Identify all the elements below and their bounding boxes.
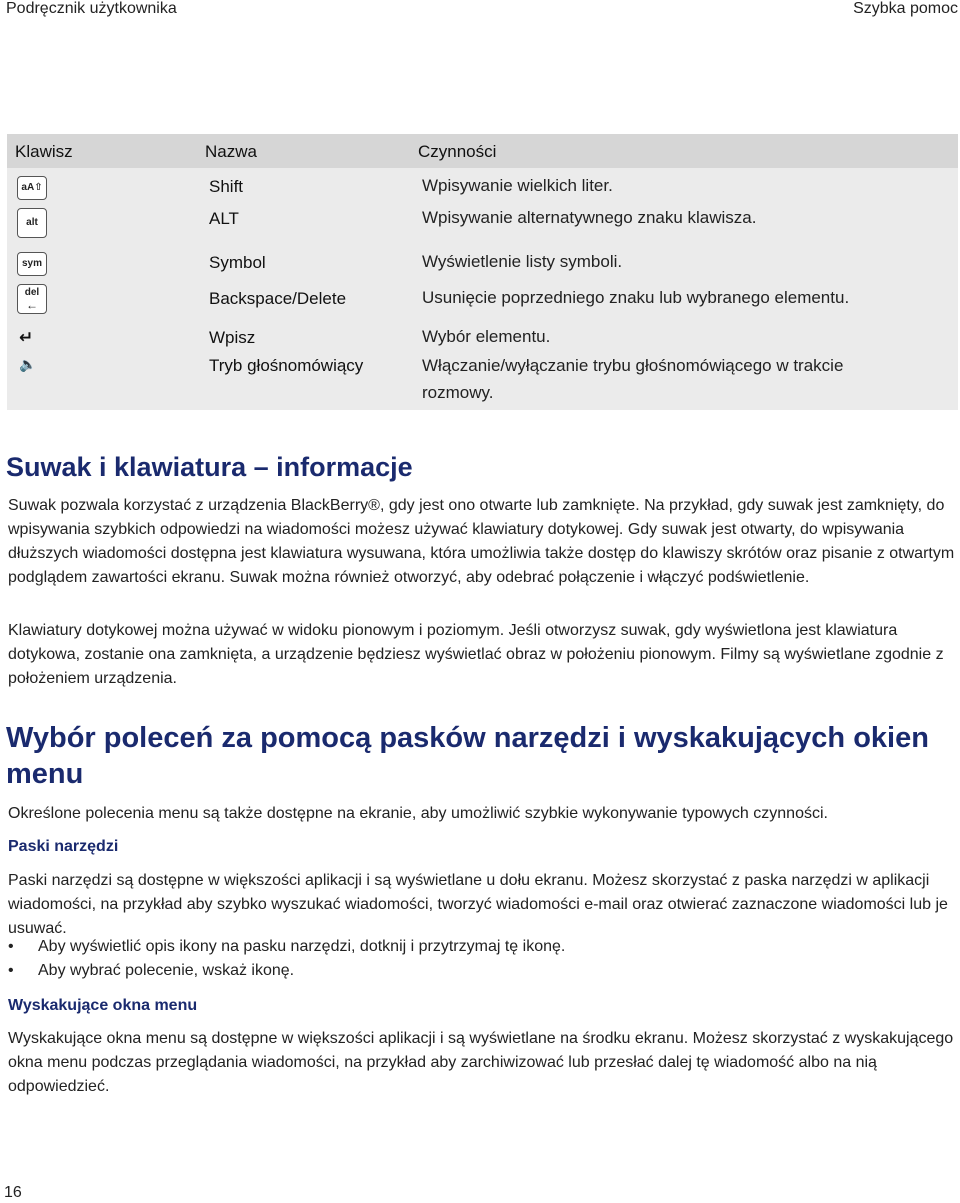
paragraph-slider-2: Klawiatury dotykowej można używać w widoku pionowym i poziomym. Jeśli otworzysz suwak, gdy wyświetlona jest klawiatura dotykowa, zostanie ona zamknięta, a urządzenie będziesz wyświetlać obraz w położeniu pionowym. Filmy są wyświetlane zgodnie z położeniem urządzenia. — [8, 622, 944, 687]
key-name: ALT — [209, 209, 239, 228]
key-action: Wyświetlenie listy symboli. — [422, 252, 623, 271]
subheading-toolbars: Paski narzędzi — [8, 838, 119, 855]
keys-table — [7, 134, 958, 410]
col-header-action: Czynności — [418, 142, 497, 161]
paragraph-toolbars: Paski narzędzi są dostępne w większości aplikacji i są wyświetlane u dołu ekranu. Możesz skorzystać z paska narzędzi w aplikacji wiadomości, na przykład aby szybko wyszukać wiadomości, tworzyć wiadomości e-mail oraz otwierać zaznaczone wiadomości lub je usuwać. — [8, 872, 948, 937]
backspace-arrow-icon: ← — [26, 298, 38, 312]
key-name: Backspace/Delete — [209, 289, 347, 308]
key-action: Wybór elementu. — [422, 327, 551, 346]
key-name: Symbol — [209, 253, 266, 272]
paragraph-slider-1: Suwak pozwala korzystać z urządzenia BlackBerry®, gdy jest ono otwarte lub zamknięte. Na przykład, gdy suwak jest zamknięty, do wpisywania szybkich odpowiedzi na wiadomości możesz używać klawiatury dotykowej. Gdy suwak jest otwarty, do wpisywania dłuższych wiadomości dostępna jest klawiatura wysuwana, która umożliwia także dostęp do klawiszy skrótów oraz pisanie z otwartym podglądem zawartości ekranu. Suwak można również otworzyć, aby odebrać połączenie i włączyć podświetlenie. — [8, 497, 955, 586]
del-key-label: del — [24, 287, 40, 298]
header-manual-title: Podręcznik użytkownika — [6, 0, 177, 17]
key-name: Shift — [209, 177, 244, 196]
bullet-icon: • — [8, 938, 14, 955]
subheading-popup-menus: Wyskakujące okna menu — [8, 997, 198, 1014]
speaker-key-icon: 🔈 — [19, 356, 37, 372]
col-header-name: Nazwa — [205, 142, 257, 161]
key-action: Włączanie/wyłączanie trybu głośnomówiącego w trakcie rozmowy. — [422, 356, 844, 402]
table-body — [7, 168, 958, 410]
key-name: Wpisz — [209, 328, 256, 347]
key-action: Wpisywanie wielkich liter. — [422, 176, 613, 195]
page-number: 16 — [4, 1184, 22, 1201]
key-name: Tryb głośnomówiący — [209, 356, 364, 375]
table-header — [7, 134, 958, 168]
paragraph-popup-menus: Wyskakujące okna menu są dostępne w większości aplikacji i są wyświetlane na środku ekranu. Możesz skorzystać z wyskakującego okna menu podczas przeglądania wiadomości, na przykład aby zarchiwizować lub przesłać dalej tę wiadomość albo na nią odpowiedzieć. — [8, 1030, 954, 1095]
shift-key-icon: aA⇧ — [17, 176, 47, 200]
enter-key-icon: ↵ — [19, 328, 34, 347]
section-heading-slider: Suwak i klawiatura – informacje — [6, 452, 413, 482]
header-section-title: Szybka pomoc — [853, 0, 958, 17]
alt-key-icon: alt — [17, 208, 47, 238]
section-heading-commands: Wybór poleceń za pomocą pasków narzędzi i wyskakujących okien menu — [6, 722, 929, 790]
bullet-icon: • — [8, 962, 14, 979]
list-item-text: Aby wyświetlić opis ikony na pasku narzędzi, dotknij i przytrzymaj tę ikonę. — [38, 938, 566, 955]
key-action: Wpisywanie alternatywnego znaku klawisza. — [422, 208, 757, 227]
sym-key-icon: sym — [17, 252, 47, 276]
paragraph-commands-intro: Określone polecenia menu są także dostępne na ekranie, aby umożliwić szybkie wykonywanie typowych czynności. — [8, 805, 828, 822]
list-item-text: Aby wybrać polecenie, wskaż ikonę. — [38, 962, 295, 979]
del-key-icon — [17, 284, 47, 314]
col-header-key: Klawisz — [15, 142, 73, 161]
key-action: Usunięcie poprzedniego znaku lub wybranego elementu. — [422, 288, 850, 307]
